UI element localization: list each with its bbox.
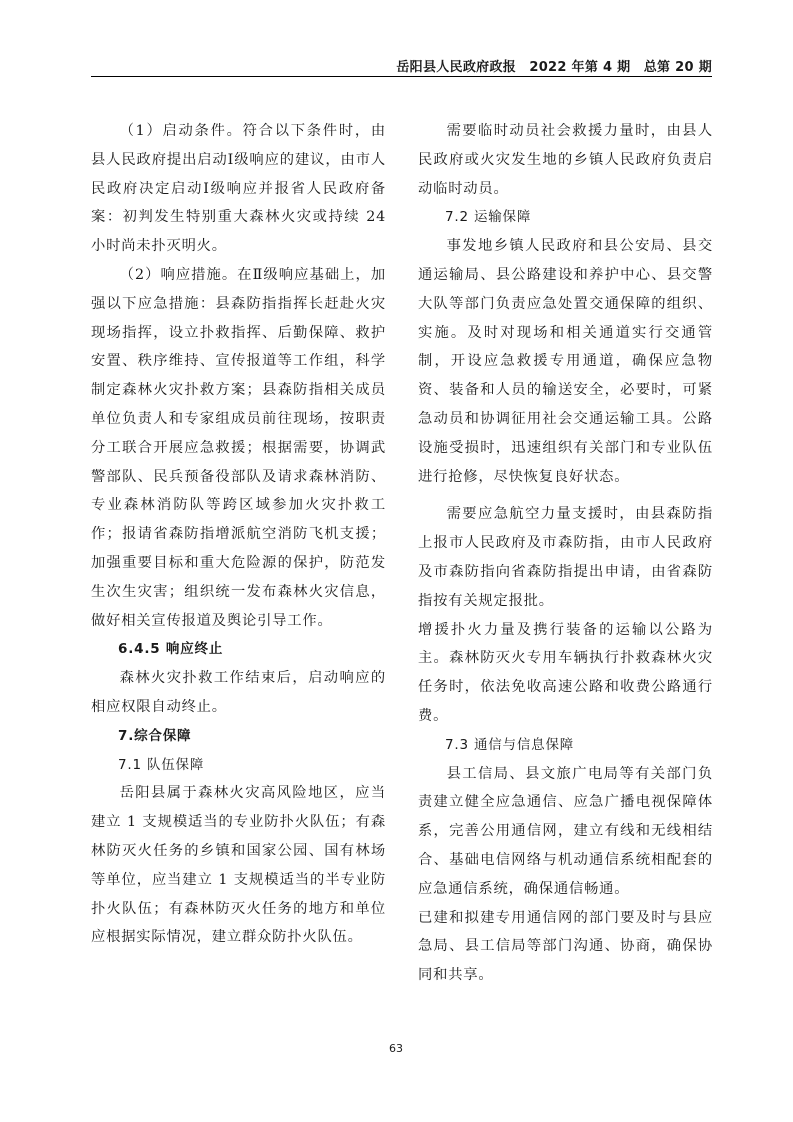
heading-7-2: 7.2 运输保障 [445, 209, 532, 226]
heading-7-1: 7.1 队伍保障 [118, 756, 205, 773]
header-rule [91, 76, 712, 77]
paragraph-reinforcement-transport: 增援扑火力量及携行装备的运输以公路为主。森林防灭火专用车辆执行扑救森林火灾任务时，依法免收高速公路和收费公路通行费。 [418, 621, 713, 724]
paragraph-transport-support: 事发地乡镇人民政府和县公安局、县交通运输局、县公路建设和养护中心、县交警大队等部门负责应急处置交通保障的组织、实施。及时对现场和相关通道实行交通管制，开设应急救援专用通道，确保应急物资、装备和人员的输送安全，必要时，可紧急动员和协调征用社会交通运输工具。公路设施受损时，迅速组织有关部门和专业队伍进行抢修，尽快恢复良好状态。 [418, 238, 713, 485]
paragraph-temporary-mobilization: 需要临时动员社会救援力量时，由县人民政府或火灾发生地的乡镇人民政府负责启动临时动员。 [418, 123, 713, 197]
running-header: 岳阳县人民政府政报 2022 年第 4 期 总第 20 期 [396, 60, 712, 75]
paragraph-aviation-support: 需要应急航空力量支援时，由县森防指上报市人民政府及市森防指，由市人民政府及市森防指向省森防指提出申请，由省森防指按有关规定报批。 [418, 506, 713, 609]
right-column [418, 117, 713, 990]
heading-7-3: 7.3 通信与信息保障 [445, 736, 575, 753]
heading-6-4-5: 6.4.5 响应终止 [118, 641, 224, 658]
page-number: 63 [389, 1042, 403, 1055]
heading-7: 7.综合保障 [118, 727, 192, 744]
paragraph-dedicated-network: 已建和拟建专用通信网的部门要及时与县应急局、县工信局等部门沟通、协商，确保协同和共享。 [418, 909, 713, 984]
paragraph-response-termination: 森林火灾扑救工作结束后，启动响应的相应权限自动终止。 [91, 670, 386, 715]
left-column [91, 117, 386, 952]
paragraph-response-measures: （2）响应措施。在Ⅱ级响应基础上，加强以下应急措施：县森防指指挥长赶赴火灾现场指挥，设立扑救指挥、后勤保障、救护安置、秩序维持、宣传报道等工作组，科学制定森林火灾扑救方案；县森防指相关成员单位负责人和专家组成员前往现场，按职责分工联合开展应急救援；根据需要，协调武警部队、民兵预备役部队及请求森林消防、专业森林消防队等跨区域参加火灾扑救工作；报请省森防指增派航空消防飞机支援；加强重要目标和重大危险源的保护，防范发生次生灾害；组织统一发布森林火灾信息，做好相关宣传报道及舆论引导工作。 [91, 266, 386, 629]
paragraph-team-support: 岳阳县属于森林火灾高风险地区，应当建立 1 支规模适当的专业防扑火队伍；有森林防灭火任务的乡镇和国家公园、国有林场等单位，应当建立 1 支规模适当的半专业防扑火队伍；有森林防灭火任务的地方和单位应根据实际情况，建立群众防扑火队伍。 [91, 785, 386, 946]
paragraph-start-conditions: （1）启动条件。符合以下条件时，由县人民政府提出启动Ⅰ级响应的建议，由市人民政府决定启动Ⅰ级响应并报省人民政府备案：初判发生特别重大森林火灾或持续 24 小时尚未扑灭明火。 [91, 123, 386, 255]
paragraph-communication-support: 县工信局、县文旅广电局等有关部门负责建立健全应急通信、应急广播电视保障体系，完善公用通信网，建立有线和无线相结合、基础电信网络与机动通信系统相配套的应急通信系统，确保通信畅通。 [418, 765, 713, 897]
